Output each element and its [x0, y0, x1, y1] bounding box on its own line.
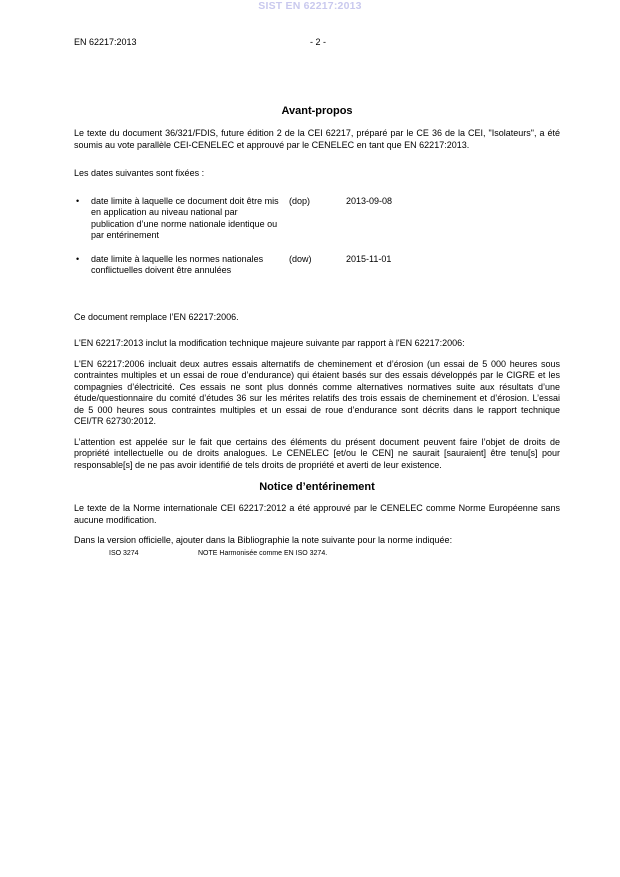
date-value: 2015-11-01 — [346, 253, 392, 264]
document-body — [74, 104, 560, 559]
replaces-statement: Ce document remplace l’EN 62217:2006. — [74, 311, 239, 322]
date-abbreviation: (dop) — [289, 195, 311, 206]
foreword-title: Avant-propos — [281, 105, 353, 117]
date-abbreviation: (dow) — [289, 253, 312, 264]
dates-list — [74, 196, 560, 302]
bibliography-intro: Dans la version officielle, ajouter dans la Bibliographie la note suivante pour la norme indiquée: — [74, 535, 453, 545]
endorsement-text: Le texte de la Norme internationale CEI 62217:2012 a été approuvé par le CENELEC comme Norme Européenne sans aucune modification. — [74, 503, 560, 525]
page-header — [74, 37, 560, 49]
patent-notice: L’attention est appelée sur le fait que certains des éléments du présent document peuvent faire l’objet de droits de propriété intellectuelle ou de droits analogues. Le CENELEC [et/ou le CEN] ne saurait [sauraient] être tenu[s] pour responsable[s] de ne pas avoir identifié de tels droits de propriété et averti de leur existence. — [74, 436, 560, 470]
modification-text: L'EN 62217:2006 incluait deux autres essais alternatifs de cheminement et d’érosion (un essai de 5 000 heures sous contraintes multiples et un essai de roue d’endurance) qui étaient basés sur des essais développés par le CIGRE et les compagnies d’électricité. Ces essais ne sont plus donnés comme alternatives normatives suite aux résultats d’une étude/questionnaire du comité d’études 36 sur les mérites relatifs des trois essais de cheminement et d’érosion. L’essai de 5 000 heures sous contraintes multiples et un essai de roue d’endurance sont décrits dans le rapport technique CEI/TR 62730:2012. — [74, 358, 560, 426]
modification-intro: L'EN 62217:2013 inclut la modification technique majeure suivante par rapport à l'EN 62217:2006: — [74, 338, 465, 348]
endorsement-title: Notice d’entérinement — [259, 481, 375, 493]
foreword-intro: Le texte du document 36/321/FDIS, future édition 2 de la CEI 62217, préparé par le CE 36 de la CEI, "Isolateurs", a été soumis au vote parallèle CEI-CENELEC et approuvé par le CENELEC en tant que EN 62217:2013. — [74, 128, 560, 150]
date-description: date limite à laquelle les normes nationales conflictuelles doivent être annulées — [91, 253, 264, 275]
watermark: SIST EN 62217:2013 — [258, 0, 362, 12]
note-text: NOTE Harmonisée comme EN ISO 3274. — [198, 549, 328, 557]
header-doc-id: EN 62217:2013 — [74, 37, 137, 47]
note-standard: ISO 3274 — [109, 549, 139, 557]
bullet: • — [76, 195, 80, 206]
bibliography-note — [74, 549, 560, 559]
header-page-number: - 2 - — [310, 37, 327, 47]
date-description: date limite à laquelle ce document doit être mis en application au niveau national par publication d’une norme nationale identique ou par entérinement — [91, 195, 279, 240]
dates-intro: Les dates suivantes sont fixées : — [74, 168, 205, 178]
date-value: 2013-09-08 — [346, 195, 393, 206]
bullet: • — [76, 253, 80, 264]
